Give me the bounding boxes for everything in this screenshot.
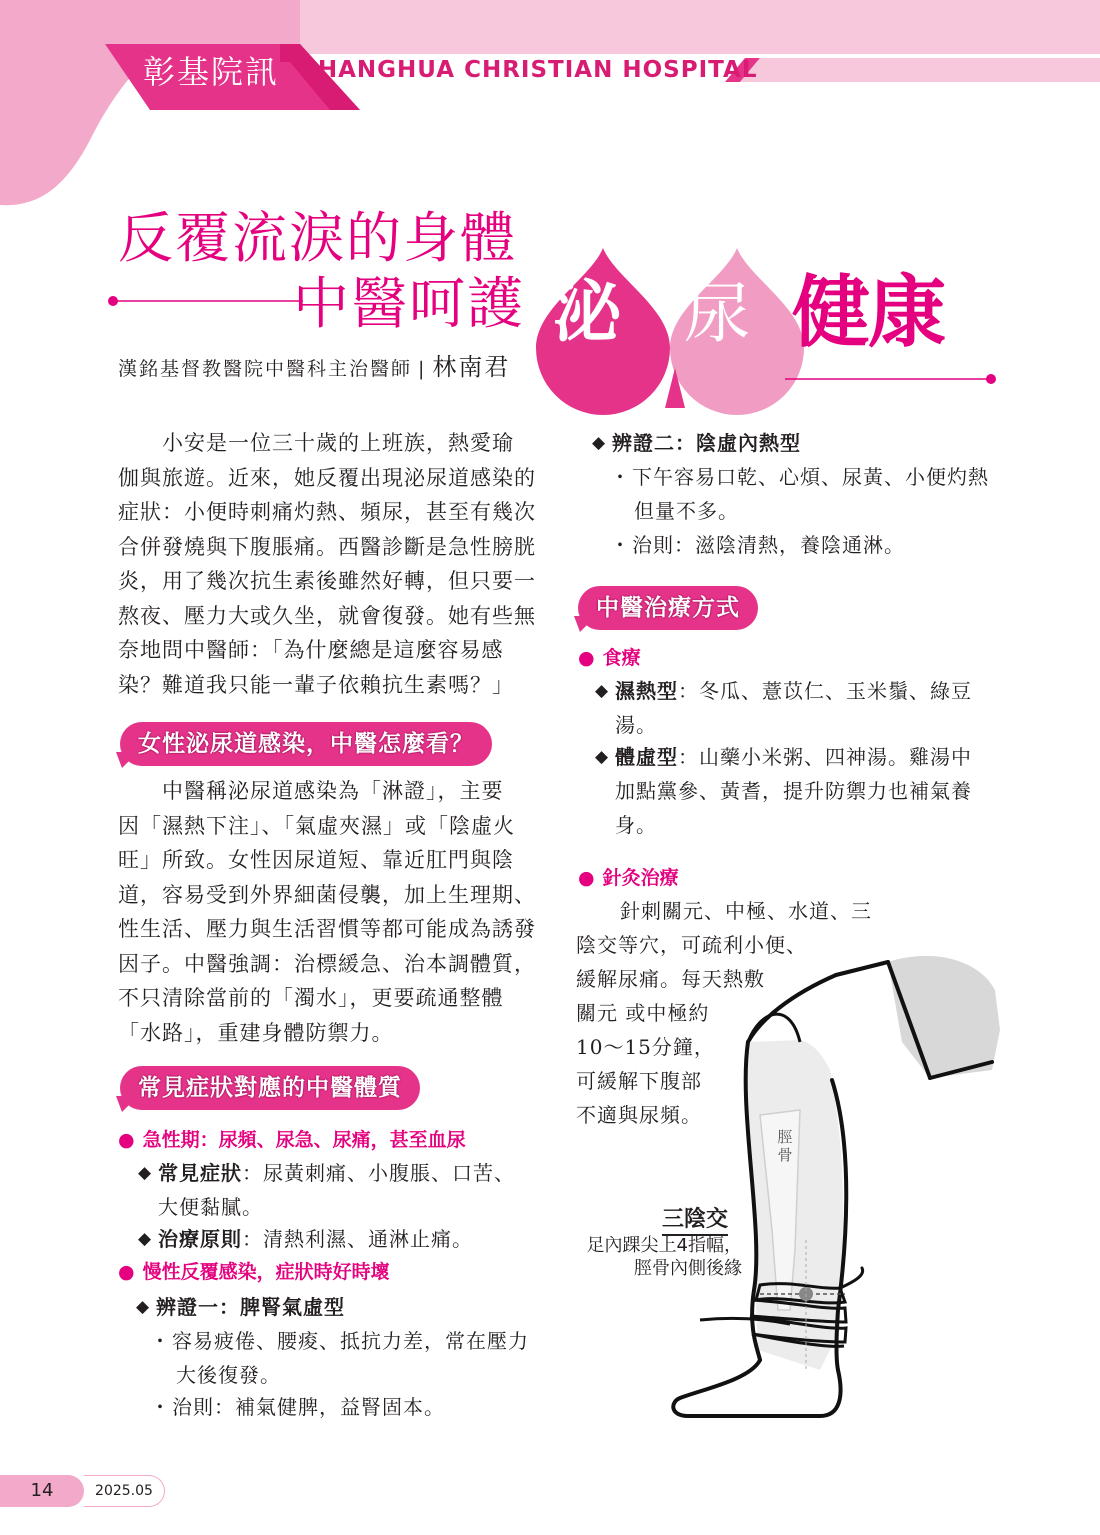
acupuncture-line: 10～15分鐘， [576, 1035, 715, 1059]
title-rule-left [105, 294, 305, 308]
section1-line: 性生活、壓力與生活習慣等都可能成為誘發 [118, 917, 536, 941]
type1-desc-line2: 大後復發。 [176, 1363, 281, 1387]
chronic-type2-desc [632, 460, 1012, 528]
bullet-diet: ● 食療 [578, 644, 641, 672]
bullet-acute: ● 急性期：尿頻、尿急、尿痛，甚至血尿 [118, 1126, 466, 1154]
intro-paragraph [118, 426, 538, 702]
column-name: 彰基院訊 [143, 53, 280, 91]
chronic-type2-rule: ・ 治則：滋陰清熱，養陰通淋。 [632, 528, 905, 562]
intro-line: 炎，用了幾次抗生素後雖然好轉，但只要一 [118, 569, 536, 593]
section1-line: 因子。中醫強調：治標緩急、治本調體質， [118, 951, 536, 976]
diet-damp-line2: 湯。 [615, 713, 657, 737]
title-char-1: 泌 [553, 272, 622, 352]
section1-line: 不只清除當前的「濁水」，更要疏通整體 [118, 986, 504, 1010]
title-end: 健康 [792, 267, 945, 358]
author-name: 林南君 [432, 353, 511, 381]
chronic-type1-title [156, 1290, 345, 1324]
diet-deficient-text: ：山藥小米粥、四神湯。雞湯中 [678, 745, 972, 769]
author-role: 漢銘基督教醫院中醫科主治醫師 [118, 358, 413, 380]
type2-desc-line1: ・ 下午容易口乾、心煩、尿黃、小便灼熱 [632, 465, 989, 489]
section1-paragraph [118, 774, 538, 1050]
diet-damp-heat [615, 674, 1000, 742]
acupuncture-line: 不適與尿頻。 [576, 1103, 702, 1127]
acute-symptoms-line [158, 1156, 538, 1190]
acupuncture-line: 緩解尿痛。每天熱敷 [576, 967, 765, 991]
intro-line: 伽與旅遊。近來，她反覆出現泌尿道感染的 [118, 465, 536, 490]
acute-treatment [158, 1222, 538, 1256]
chronic-type1-label: 辨證一：脾腎氣虛型 [156, 1295, 345, 1319]
section-heading-label: 中醫治療方式 [578, 586, 758, 630]
diet-deficient-label: 體虛型 [615, 745, 678, 769]
acute-symptoms-label: 常見症狀 [158, 1161, 242, 1185]
acute-symptoms-text: ：尿黃刺痛、小腹脹、口苦、 [242, 1161, 515, 1185]
issue-date [84, 1475, 165, 1507]
intro-line: 合併發燒與下腹脹痛。西醫診斷是急性膀胱 [118, 534, 536, 559]
page-number: 14 [30, 1480, 54, 1501]
chronic-type2-title [612, 426, 801, 460]
type1-desc-line1: ・ 容易疲倦、腰痠、抵抗力差，常在壓力 [172, 1329, 529, 1353]
section1-line: 因「濕熱下注」、「氣虛夾濕」或「陰虛火 [118, 813, 515, 838]
acute-symptoms-line2: 大便黏膩。 [158, 1195, 263, 1219]
acute-treatment-text: ：清熱利濕、通淋止痛。 [242, 1227, 473, 1251]
intro-line: 染？難道我只能一輩子依賴抗生素嗎？」 [118, 672, 514, 697]
bullet-chronic: ● 慢性反覆感染，症狀時好時壞 [118, 1258, 390, 1286]
type2-desc-line2: 但量不多。 [634, 499, 739, 523]
acupuncture-line: 可緩解下腹部 [576, 1069, 702, 1093]
acupuncture-text [576, 894, 906, 1132]
intro-line: 小安是一位三十歲的上班族，熱愛瑜 [162, 431, 514, 455]
title-line2: 中醫呵護 [293, 272, 525, 337]
intro-line: 奈地問中醫師：「為什麼總是這麼容易感 [118, 638, 504, 662]
section1-line: 中醫稱泌尿道感染為「淋證」，主要 [162, 779, 504, 803]
issue-date-text: 2025.05 [95, 1483, 153, 1499]
intro-line: 症狀：小便時刺痛灼熱、頻尿，甚至有幾次 [118, 500, 536, 524]
acupoint-name: 三陰交 [662, 1206, 728, 1236]
diet-deficiency [615, 740, 1000, 842]
heading-pointer [112, 752, 142, 772]
diet-deficient-line2: 加點黨參、黃耆，提升防禦力也補氣養 [615, 779, 972, 803]
section-heading-label: 女性泌尿道感染，中醫怎麼看？ [120, 722, 492, 766]
acute-treatment-label: 治療原則 [158, 1227, 242, 1251]
byline [118, 352, 510, 384]
heading-pointer [112, 1096, 142, 1116]
chronic-type1-rule: ・ 治則：補氣健脾，益腎固本。 [172, 1390, 445, 1424]
chronic-type1-desc [172, 1324, 542, 1392]
byline-separator: | [418, 358, 427, 380]
acupuncture-line: 關元 或中極約 [576, 1001, 710, 1025]
section1-line: 「水路」，重建身體防禦力。 [118, 1020, 394, 1045]
acupoint-desc-line1: 足內踝尖上4指幅， [586, 1235, 742, 1256]
chronic-type2-label: 辨證二：陰虛內熱型 [612, 431, 801, 455]
diet-damp-label: 濕熱型 [615, 679, 678, 703]
section1-line: 旺」所致。女性因尿道短、靠近肛門與陰 [118, 848, 514, 872]
title-char-2: 尿 [684, 275, 750, 352]
acupuncture-line: 針刺關元、中極、水道、三 [620, 899, 872, 923]
diet-deficient-line1 [615, 740, 1000, 774]
hospital-name: CHANGHUA CHRISTIAN HOSPITAL [300, 57, 758, 83]
diet-damp-line1 [615, 674, 1000, 708]
intro-line: 熬夜、壓力大或久坐，就會復發。她有些無 [118, 603, 536, 628]
diet-damp-text: ：冬瓜、薏苡仁、玉米鬚、綠豆 [678, 679, 972, 703]
acupoint-description [560, 1234, 742, 1280]
heading-pointer [570, 616, 600, 636]
title-line1: 反覆流淚的身體 [118, 206, 518, 270]
title-rule-right [785, 372, 1000, 386]
bullet-acupuncture: ● 針灸治療 [578, 864, 679, 892]
page-number-tab [0, 1475, 84, 1507]
bone-label: 脛骨 [777, 1128, 793, 1164]
acupoint-desc-line2: 脛骨內側後緣 [634, 1258, 742, 1279]
diet-deficient-line3: 身。 [615, 813, 657, 837]
acupuncture-line: 陰交等穴，可疏利小便、 [576, 933, 807, 957]
section1-line: 道，容易受到外界細菌侵襲，加上生理期、 [118, 882, 536, 907]
header-decoration [0, 0, 1100, 215]
acute-symptoms [158, 1156, 538, 1224]
section-heading-label: 常見症狀對應的中醫體質 [120, 1066, 420, 1110]
